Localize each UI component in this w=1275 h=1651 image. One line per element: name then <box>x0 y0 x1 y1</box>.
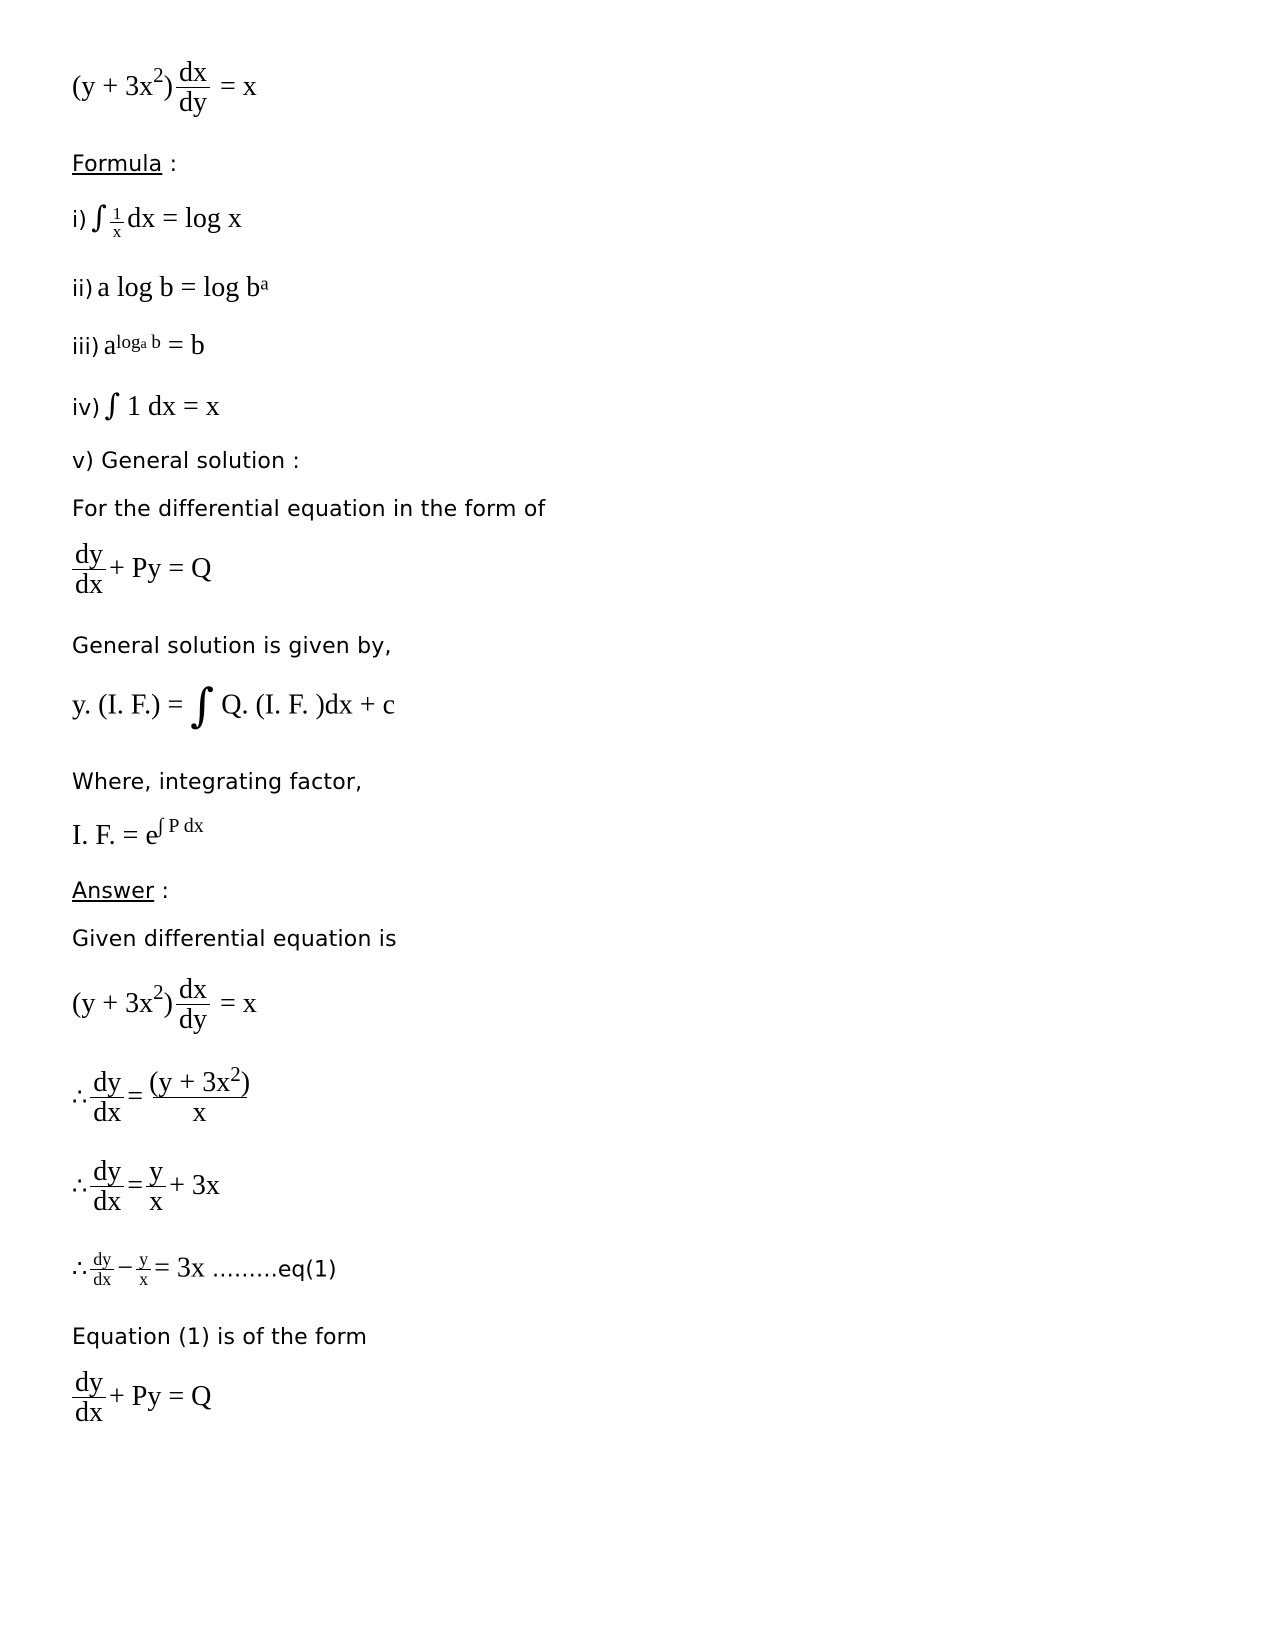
formula-iv-rest: 1 dx = x <box>119 391 220 422</box>
formula-i <box>72 200 242 242</box>
formula-iii-b: b <box>146 331 161 353</box>
linear-equation-2 <box>72 1368 211 1429</box>
formula-i-numerator: 1 <box>112 203 122 223</box>
step-2-rest: + 3x <box>169 1170 220 1202</box>
linear-eq-2-fraction <box>72 1368 106 1429</box>
eq-answer-lhs: (y + 3x <box>72 988 154 1020</box>
eq-top-paren: ) <box>163 71 173 103</box>
step-1-denominator: dx <box>90 1097 124 1129</box>
step-1-rhs-fraction <box>146 1062 253 1129</box>
linear-eq-fraction <box>72 540 106 601</box>
equation-given-answer <box>72 975 257 1036</box>
formula-ii-superscript: a <box>260 273 269 295</box>
formula-ii-text: a log b = log b <box>97 272 261 303</box>
formula-heading-text: Formula <box>72 152 163 177</box>
step-1-rhs-numerator <box>146 1062 253 1098</box>
step-2-equals: = <box>127 1170 144 1202</box>
step-2-y-denominator: x <box>146 1186 166 1218</box>
step-1-rhs-num-text: (y + 3x <box>149 1067 231 1098</box>
step-2-equation <box>72 1157 220 1218</box>
step-1-rhs-denominator: x <box>153 1097 247 1129</box>
therefore-symbol: ∴ <box>72 1174 88 1201</box>
eq-top-numerator: dx <box>178 57 207 88</box>
gs-eq-rhs: Q. (I. F. )dx + c <box>221 689 395 721</box>
step-2-lhs-fraction <box>90 1157 124 1218</box>
formula-heading <box>72 152 177 177</box>
formula-colon: : <box>169 152 178 177</box>
step-1-equation <box>72 1062 256 1129</box>
linear-eq-2-rest: + Py = Q <box>109 1381 212 1413</box>
formula-i-fraction <box>110 205 125 243</box>
formula-i-rest: dx = log x <box>127 203 242 234</box>
linear-eq-2-denominator: dx <box>72 1397 106 1429</box>
formula-iii-rest: = b <box>160 330 205 361</box>
step-3-y-numerator: y <box>139 1249 149 1269</box>
step-1-rhs-square: 2 <box>230 1062 241 1086</box>
answer-heading <box>72 879 169 904</box>
formula-ii <box>72 272 269 304</box>
therefore-symbol: ∴ <box>72 1085 88 1112</box>
integral-sign: ∫ <box>91 200 107 235</box>
step-2-y-numerator: y <box>149 1156 164 1187</box>
answer-colon: : <box>161 879 170 904</box>
eq-top-denominator: dy <box>176 87 210 119</box>
step-1-equals: = <box>127 1081 144 1113</box>
formula-iv-label: iv) <box>72 396 101 421</box>
linear-eq-rest: + Py = Q <box>109 553 212 585</box>
text-form-of: For the differential equation in the form of <box>72 497 546 522</box>
formula-iii-base: a <box>103 330 117 361</box>
linear-eq-denominator: dx <box>72 569 106 601</box>
formula-iii-subscript: a <box>140 336 147 352</box>
formula-ii-label: ii) <box>72 277 94 302</box>
answer-heading-text: Answer <box>72 879 155 904</box>
eq-top-lhs: (y + 3x <box>72 71 154 103</box>
eq-answer-paren: ) <box>163 988 173 1020</box>
eq-answer-square: 2 <box>153 980 164 1005</box>
formula-iii-exponent <box>116 332 161 353</box>
formula-iii-label: iii) <box>72 335 100 360</box>
formula-iii <box>72 330 205 362</box>
therefore-symbol: ∴ <box>72 1256 88 1283</box>
eq-answer-denominator: dy <box>176 1004 210 1036</box>
general-solution-equation <box>72 680 395 734</box>
eq-top-rhs: = x <box>219 71 257 103</box>
if-eq-lhs: I. F. = e <box>72 820 158 851</box>
eq-top-square: 2 <box>153 63 164 88</box>
formula-iii-log: log <box>116 331 141 353</box>
step-2-denominator: dx <box>90 1186 124 1218</box>
step-3-lhs-fraction <box>90 1250 114 1290</box>
text-given-de: Given differential equation is <box>72 927 397 952</box>
integral-sign: ∫ <box>190 678 215 732</box>
step-3-denominator: dx <box>90 1269 114 1290</box>
formula-v-label: v) General solution : <box>72 449 301 474</box>
equation-tag: ………eq(1) <box>211 1257 337 1283</box>
integrating-factor-equation <box>72 815 204 852</box>
formula-i-denominator: x <box>110 222 125 242</box>
step-3-equation <box>72 1250 337 1290</box>
linear-eq-2-numerator: dy <box>75 1367 103 1398</box>
step-2-numerator: dy <box>93 1156 122 1187</box>
step-2-y-fraction <box>146 1157 166 1218</box>
linear-equation-1 <box>72 540 211 601</box>
text-eq-form: Equation (1) is of the form <box>72 1325 368 1350</box>
step-3-y-fraction <box>136 1250 151 1290</box>
step-3-y-denominator: x <box>136 1269 151 1290</box>
integral-sign: ∫ <box>104 388 120 423</box>
text-where-if: Where, integrating factor, <box>72 770 363 795</box>
if-eq-exponent: ∫ P dx <box>157 815 204 837</box>
step-1-numerator: dy <box>93 1067 122 1098</box>
eq-answer-rhs: = x <box>219 988 257 1020</box>
formula-iv <box>72 388 220 423</box>
formula-i-label: i) <box>72 208 88 233</box>
text-gs-given: General solution is given by, <box>72 634 392 659</box>
step-3-numerator: dy <box>93 1249 112 1269</box>
linear-eq-numerator: dy <box>75 539 103 570</box>
step-3-rest: = 3x <box>154 1252 205 1284</box>
step-1-lhs-fraction <box>90 1068 124 1129</box>
gs-eq-lhs: y. (I. F.) = <box>72 689 184 721</box>
eq-answer-fraction <box>176 975 210 1036</box>
equation-given-top <box>72 58 257 119</box>
eq-top-fraction <box>176 58 210 119</box>
eq-answer-numerator: dx <box>178 974 207 1005</box>
step-3-minus: − <box>117 1252 134 1284</box>
step-1-rhs-paren: ) <box>240 1067 251 1098</box>
